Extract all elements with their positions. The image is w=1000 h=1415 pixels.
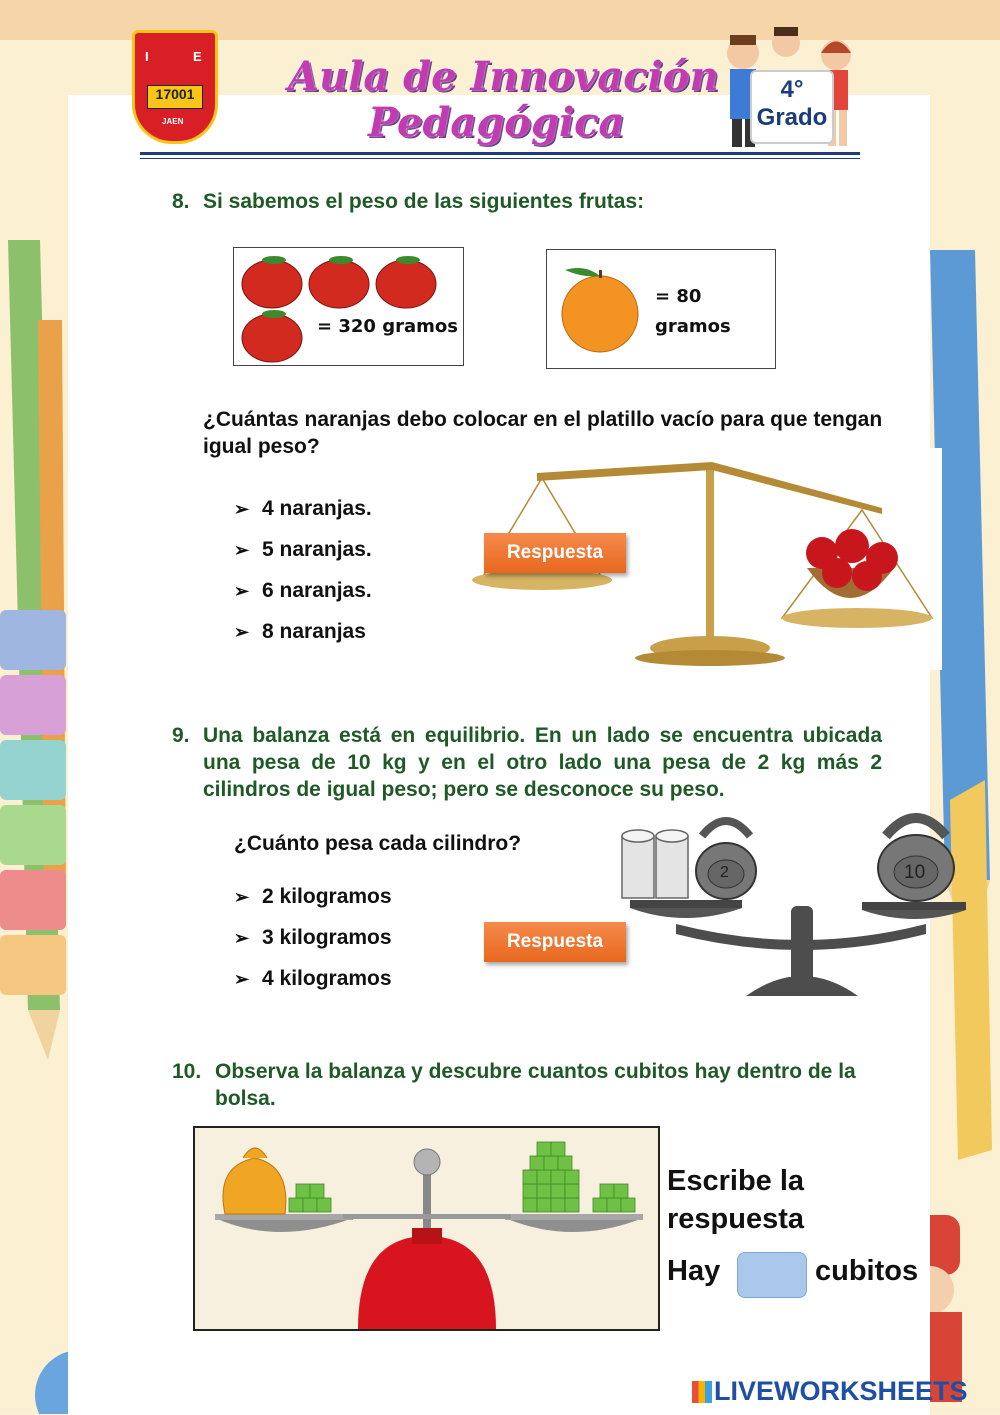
q8-option-1 [234, 497, 372, 521]
q8-option-1-label: 4 naranjas. [262, 497, 372, 520]
q8-number: 8. [172, 190, 190, 213]
school-city: JAEN [162, 117, 184, 126]
q8-option-4 [234, 620, 366, 644]
apples-icon [238, 252, 438, 364]
q8-answer-button[interactable]: Respuesta [484, 533, 626, 573]
school-letter-i: I [145, 49, 149, 64]
bag-balance-image [193, 1126, 660, 1331]
cylinders-icon [622, 830, 688, 898]
balance-scale-weights-icon [616, 806, 970, 1002]
school-number-badge [147, 85, 203, 109]
q8-option-3 [234, 579, 372, 603]
q9-option-3-label: 4 kilogramos [262, 967, 392, 990]
header-rule-thin [140, 158, 860, 159]
q10-statement [172, 1058, 882, 1112]
arrow-bullet-icon: ➢ [234, 887, 250, 907]
orange-weight-label-1: = 80 [655, 286, 702, 307]
q9-text: Una balanza está en equilibrio. En un lado se encuentra ubicada una pesa de 10 kg y en el otro lado una pesa de 2 kg más 2 cilindros de igual peso; pero se desconoce su peso. [203, 724, 882, 801]
weight-big-label: 10 [904, 862, 926, 883]
school-letter-e: E [193, 49, 202, 64]
arrow-bullet-icon: ➢ [234, 540, 250, 560]
liveworksheets-logo-icon [692, 1381, 712, 1403]
q9-option-1 [234, 885, 392, 909]
write-answer-line2: respuesta [667, 1203, 805, 1235]
school-number: 17001 [155, 86, 195, 102]
header [130, 25, 870, 165]
q8-question: ¿Cuántas naranjas debo colocar en el platillo vacío para que tengan igual peso? [203, 408, 883, 458]
liveworksheets-logo [692, 1376, 968, 1406]
q8-option-2-label: 5 naranjas. [262, 538, 372, 561]
cubitos-label: cubitos [815, 1255, 919, 1287]
q9-question: ¿Cuánto pesa cada cilindro? [234, 832, 522, 855]
arrow-bullet-icon: ➢ [234, 499, 250, 519]
orange-weight-label-2: gramos [655, 316, 731, 337]
header-title-line1: Aula de Innovación [288, 53, 719, 100]
orange-icon [555, 262, 645, 357]
q9-statement [172, 722, 882, 803]
q8-statement [172, 188, 882, 215]
hay-label: Hay [667, 1255, 721, 1287]
q10-number: 10. [172, 1060, 202, 1083]
arrow-bullet-icon: ➢ [234, 581, 250, 601]
q10-text: Observa la balanza y descubre cuantos cubitos hay dentro de la bolsa. [215, 1060, 856, 1110]
arrow-bullet-icon: ➢ [234, 928, 250, 948]
grade-word: Grado [756, 104, 828, 131]
orange-box [546, 249, 776, 369]
q9-option-3 [234, 967, 392, 991]
arrow-bullet-icon: ➢ [234, 622, 250, 642]
q9-number: 9. [172, 724, 190, 747]
liveworksheets-brand-text: LIVEWORKSHEETS [714, 1376, 968, 1406]
cubitos-answer-input[interactable] [737, 1252, 807, 1298]
weight-small-label: 2 [720, 864, 729, 881]
q8-text: Si sabemos el peso de las siguientes frutas: [203, 190, 645, 213]
arrow-bullet-icon: ➢ [234, 969, 250, 989]
apples-box [233, 247, 464, 366]
write-answer-line1: Escribe la [667, 1165, 805, 1197]
grade-number: 4° [780, 76, 804, 103]
header-title-line2: Pedagógica [368, 99, 625, 146]
apples-weight-label: = 320 gramos [317, 316, 458, 337]
q9-option-2-label: 3 kilogramos [262, 926, 392, 949]
header-rule [140, 152, 860, 155]
q9-option-2 [234, 926, 392, 950]
q8-option-4-label: 8 naranjas [262, 620, 366, 643]
school-shield-logo [132, 30, 218, 144]
q9-option-1-label: 2 kilogramos [262, 885, 392, 908]
q8-option-2 [234, 538, 372, 562]
q8-option-3-label: 6 naranjas. [262, 579, 372, 602]
grade-card [750, 70, 834, 144]
q9-answer-button[interactable]: Respuesta [484, 922, 626, 962]
